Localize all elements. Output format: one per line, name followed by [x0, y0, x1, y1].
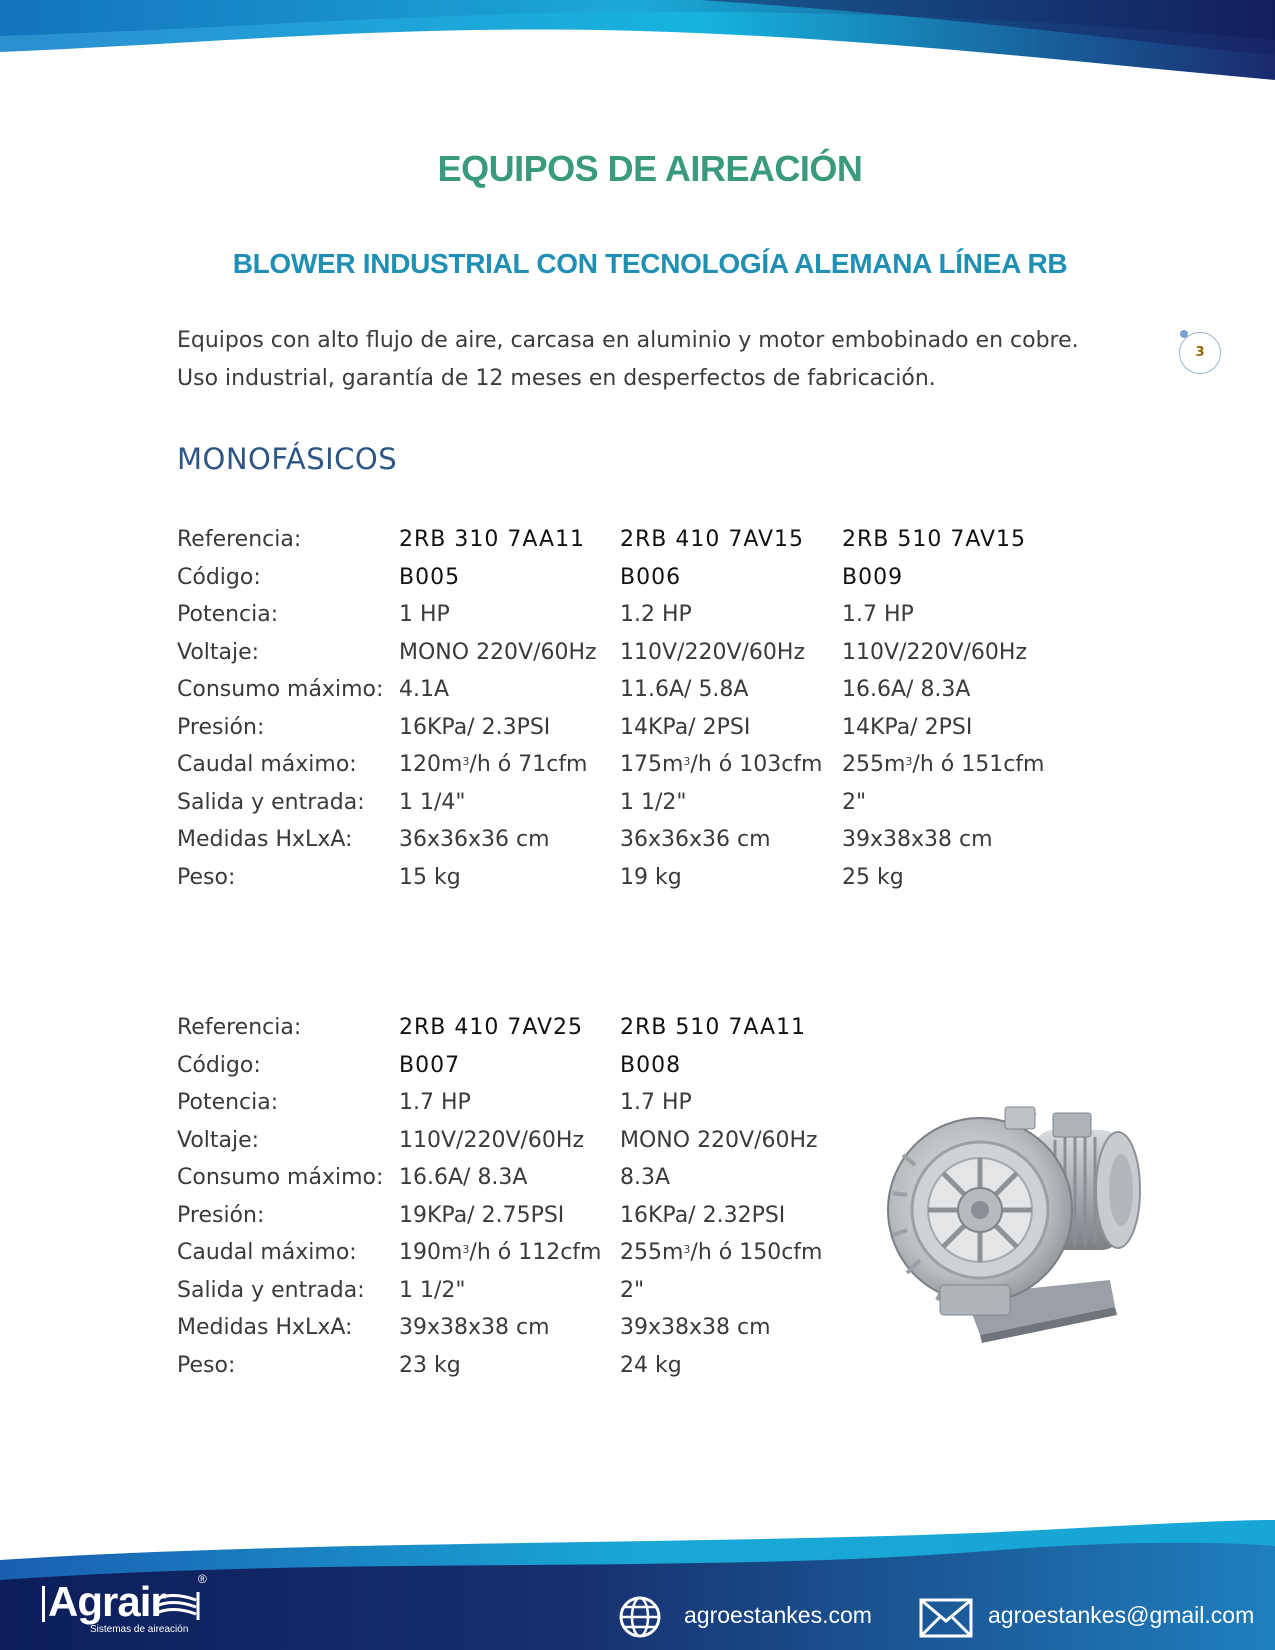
email-link[interactable]: agroestankes@gmail.com	[988, 1602, 1255, 1628]
label-potencia: Potencia:	[177, 1090, 279, 1115]
value-consumo: 8.3A	[620, 1165, 671, 1190]
value-voltaje: 110V/220V/60Hz	[620, 639, 805, 665]
value-codigo: B007	[399, 1052, 461, 1078]
value-codigo: B008	[620, 1052, 682, 1078]
section-title: MONOFÁSICOS	[177, 442, 398, 476]
value-caudal: $120m^3/h$ ó 71cfm	[399, 752, 588, 777]
brand-logo	[38, 1572, 208, 1638]
value-presion: 16KPa/ 2.32PSI	[620, 1202, 786, 1228]
value-consumo: 11.6A/ 5.8A	[620, 677, 749, 702]
value-referencia: 2RB 410 7AV25	[399, 1015, 584, 1040]
logo-wordmark: Agrair	[48, 1578, 166, 1625]
label-medidas: Medidas HxLxA:	[177, 827, 353, 852]
spec-labels-table2	[177, 1009, 383, 1384]
label-salida: Salida y entrada:	[177, 1277, 365, 1303]
value-potencia: 1.7 HP	[620, 1090, 692, 1115]
label-referencia: Referencia:	[177, 1015, 302, 1040]
value-peso: 24 kg	[620, 1352, 682, 1378]
value-salida: 1 1/4"	[399, 789, 466, 815]
spec-column	[399, 1009, 602, 1384]
value-consumo: 16.6A/ 8.3A	[842, 677, 971, 702]
value-potencia: 1.7 HP	[842, 602, 914, 627]
value-caudal: $190m^3/h$ ó 112cfm	[399, 1240, 602, 1265]
label-voltaje: Voltaje:	[177, 639, 260, 665]
label-consumo: Consumo máximo:	[177, 677, 384, 702]
header-wave-decoration	[0, 0, 1275, 90]
value-consumo: 4.1A	[399, 677, 450, 702]
value-codigo: B009	[842, 564, 904, 590]
value-salida: 2"	[842, 789, 867, 815]
label-salida: Salida y entrada:	[177, 789, 365, 815]
label-potencia: Potencia:	[177, 602, 279, 627]
value-medidas: 36x36x36 cm	[399, 827, 550, 852]
label-caudal: Caudal máximo:	[177, 1240, 357, 1265]
spec-column	[620, 1009, 823, 1384]
value-referencia: 2RB 310 7AA11	[399, 527, 586, 552]
label-presion: Presión:	[177, 1202, 265, 1228]
value-voltaje: 110V/220V/60Hz	[842, 639, 1027, 665]
value-peso: 19 kg	[620, 864, 682, 890]
page-title: EQUIPOS DE AIREACIÓN	[437, 148, 863, 189]
label-peso: Peso:	[177, 1352, 236, 1378]
website-link[interactable]: agroestankes.com	[684, 1602, 872, 1628]
value-salida: 1 1/2"	[399, 1277, 466, 1303]
value-voltaje: 110V/220V/60Hz	[399, 1127, 584, 1153]
value-medidas: 39x38x38 cm	[842, 827, 993, 852]
label-consumo: Consumo máximo:	[177, 1165, 384, 1190]
product-line-title: BLOWER INDUSTRIAL CON TECNOLOGÍA ALEMANA LÍNEA RB	[232, 248, 1068, 279]
page-number-dot	[1180, 330, 1188, 338]
label-referencia: Referencia:	[177, 527, 302, 552]
logo-tagline: Sistemas de aireación	[90, 1624, 189, 1635]
spec-column	[399, 521, 597, 896]
label-codigo: Código:	[177, 1052, 261, 1078]
value-potencia: 1 HP	[399, 602, 450, 627]
globe-icon	[618, 1595, 662, 1639]
spec-column	[842, 521, 1045, 896]
page-number: 3	[1179, 332, 1221, 374]
value-consumo: 16.6A/ 8.3A	[399, 1165, 528, 1190]
label-caudal: Caudal máximo:	[177, 752, 357, 777]
blower-product-image	[885, 1095, 1145, 1350]
value-presion: 14KPa/ 2PSI	[620, 714, 751, 740]
logo-wave-icon	[150, 1586, 202, 1622]
value-codigo: B005	[399, 564, 461, 590]
label-codigo: Código:	[177, 564, 261, 590]
value-salida: 2"	[620, 1277, 645, 1303]
label-peso: Peso:	[177, 864, 236, 890]
value-codigo: B006	[620, 564, 682, 590]
value-referencia: 2RB 410 7AV15	[620, 527, 805, 552]
value-peso: 15 kg	[399, 864, 461, 890]
value-presion: 19KPa/ 2.75PSI	[399, 1202, 565, 1228]
value-peso: 23 kg	[399, 1352, 461, 1378]
value-caudal: $255m^3/h$ ó 151cfm	[842, 752, 1045, 777]
value-peso: 25 kg	[842, 864, 904, 890]
envelope-icon	[918, 1597, 974, 1639]
value-salida: 1 1/2"	[620, 789, 687, 815]
value-voltaje: MONO 220V/60Hz	[399, 639, 597, 665]
value-referencia: 2RB 510 7AA11	[620, 1015, 807, 1040]
value-presion: 16KPa/ 2.3PSI	[399, 714, 551, 740]
intro-line: Equipos con alto flujo de aire, carcasa en aluminio y motor embobinado en cobre.	[177, 328, 1079, 353]
spec-column	[620, 521, 823, 896]
value-medidas: 39x38x38 cm	[620, 1315, 771, 1340]
registered-mark: ®	[198, 1572, 207, 1586]
value-presion: 14KPa/ 2PSI	[842, 714, 973, 740]
intro-paragraph	[177, 322, 1137, 398]
value-medidas: 39x38x38 cm	[399, 1315, 550, 1340]
value-potencia: 1.2 HP	[620, 602, 692, 627]
value-potencia: 1.7 HP	[399, 1090, 471, 1115]
value-caudal: $175m^3/h$ ó 103cfm	[620, 752, 823, 777]
spec-labels-table1	[177, 521, 383, 896]
label-presion: Presión:	[177, 714, 265, 740]
value-voltaje: MONO 220V/60Hz	[620, 1127, 818, 1153]
value-referencia: 2RB 510 7AV15	[842, 527, 1027, 552]
value-caudal: $255m^3/h$ ó 150cfm	[620, 1240, 823, 1265]
intro-line: Uso industrial, garantía de 12 meses en desperfectos de fabricación.	[177, 366, 936, 391]
label-medidas: Medidas HxLxA:	[177, 1315, 353, 1340]
value-medidas: 36x36x36 cm	[620, 827, 771, 852]
label-voltaje: Voltaje:	[177, 1127, 260, 1153]
logo-bracket	[42, 1586, 45, 1622]
